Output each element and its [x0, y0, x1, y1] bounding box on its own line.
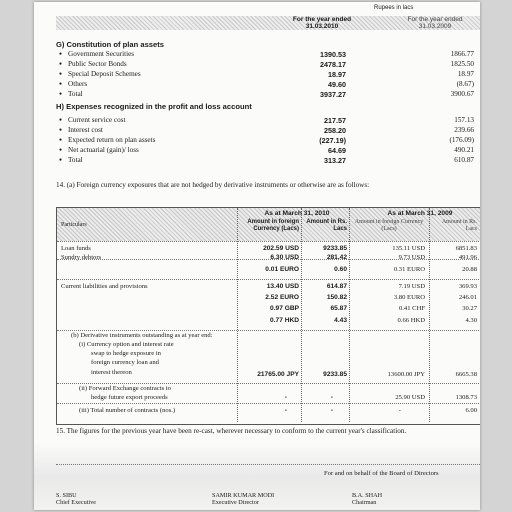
column-header-2010: For the year ended 31.03.2010 — [292, 16, 352, 30]
subheader-fc-2010: Amount in foreign Currency (Lacs) — [247, 219, 299, 232]
derivative-i-line: (i) Currency option and interest rate — [79, 341, 174, 348]
derivative-i-line: interest thereon — [91, 369, 132, 376]
rs-2010: - — [330, 407, 333, 414]
value-2009: 3900.67 — [450, 90, 474, 98]
fc-2009: 25.90 USD — [395, 394, 425, 401]
value-2009: 18.97 — [457, 70, 474, 78]
value-2009: (176.09) — [449, 136, 474, 144]
row-divider — [57, 279, 480, 280]
signatory-name: S. SIBU — [56, 492, 77, 499]
particulars-header: Particulars — [61, 222, 87, 228]
value-2010: 64.69 — [328, 146, 346, 155]
row-label: ● Total — [68, 90, 83, 99]
derivative-iii-label: (iii) Total number of contracts (nos.) — [79, 407, 176, 414]
row-divider — [57, 241, 480, 242]
table-row — [56, 80, 480, 89]
rs-2009: 369.93 — [458, 283, 477, 290]
table-row — [56, 156, 480, 165]
row-label: ● Expected return on plan assets — [68, 136, 155, 145]
value-2010: 313.27 — [324, 156, 346, 165]
note-14-text: 14. (a) Foreign currency exposures that are not hedged by derivative instruments or otherwise are as follows: — [56, 181, 370, 189]
derivative-ii-line: (ii) Forward Exchange contracts to — [79, 385, 171, 392]
fc-2009: 9.73 USD — [398, 254, 425, 261]
fc-2010: 0.77 HKD — [270, 317, 299, 324]
fc-2009: 7.19 USD — [398, 283, 425, 290]
table-row — [56, 50, 480, 59]
derivative-i-line: swap to hedge exposure in — [91, 350, 161, 357]
table-row — [56, 146, 480, 155]
fc-2010: 21765.00 JPY — [257, 371, 299, 378]
row-label: Loan funds — [61, 245, 91, 252]
note-15-text: 15. The figures for the previous year have been re-cast, wherever necessary to conform to the current year's classification. — [56, 427, 407, 435]
signatory-name: B.A. SHAH — [352, 492, 383, 499]
row-divider — [57, 383, 480, 384]
value-2009: 1825.50 — [450, 60, 474, 68]
value-2009: (8.67) — [456, 80, 474, 88]
rs-2009: 20.88 — [462, 266, 477, 273]
rs-2010: - — [330, 394, 333, 401]
section-g-title: G) Constitution of plan assets — [56, 40, 165, 49]
group-header-2009: As at March 31, 2009 — [387, 210, 453, 217]
fc-2010: - — [284, 394, 287, 401]
row-label: ● Public Sector Bonds — [68, 60, 127, 69]
fc-2010: 6.30 USD — [270, 254, 299, 261]
rs-2009: 6851.83 — [455, 245, 477, 252]
value-2010: 2478.17 — [320, 60, 346, 69]
row-label: ● Special Deposit Schemes — [68, 70, 141, 79]
subheader-rs-2009: Amount in Rs. Lacs — [441, 219, 477, 232]
units-label: Rupees in lacs — [374, 5, 414, 11]
fc-2010: 0.97 GBP — [270, 305, 299, 312]
row-label: Sundry debtors — [61, 254, 102, 261]
value-2009: 157.13 — [454, 116, 474, 124]
fc-2010: 13.40 USD — [266, 283, 299, 290]
row-divider — [57, 330, 480, 331]
table-row — [56, 126, 480, 135]
fc-2010: 202.59 USD — [263, 245, 299, 252]
board-line: For and on behalf of the Board of Directors — [324, 470, 439, 477]
table-row — [56, 90, 480, 99]
rs-2010: 9233.85 — [323, 371, 347, 378]
signatory-title: Executive Director — [212, 499, 259, 506]
rs-2009: 1308.73 — [455, 394, 477, 401]
derivatives-heading: (b) Derivative instruments outstanding as at year end: — [71, 332, 213, 339]
value-2010: 258.20 — [324, 126, 346, 135]
group-header-2010: As at March 31, 2010 — [264, 210, 330, 217]
table-row — [56, 60, 480, 69]
row-label: ● Government Securities — [68, 50, 134, 59]
table-row — [56, 116, 480, 125]
value-2010: (227.19) — [319, 136, 346, 145]
signature-rule — [56, 464, 480, 465]
fc-2009: 3.80 EURO — [393, 294, 425, 301]
fc-2009: 0.41 CHF — [398, 305, 425, 312]
signatory-title: Chairman — [352, 499, 377, 506]
table-row — [56, 136, 480, 145]
fc-2010: 2.52 EURO — [265, 294, 299, 301]
value-2010: 18.97 — [328, 70, 346, 79]
rs-2009: 4.30 — [465, 317, 477, 324]
row-label: ● Current service cost — [68, 116, 125, 125]
column-header-2009: For the year ended 31.03.2009 — [407, 16, 463, 30]
value-2009: 490.21 — [454, 146, 474, 154]
derivative-ii-line: hedge future export proceeds — [91, 394, 168, 401]
rs-2010: 9233.85 — [323, 245, 347, 252]
signatory-name: SAMIR KUMAR MODI — [212, 492, 275, 499]
fc-2010: - — [284, 407, 287, 414]
document-page — [34, 2, 480, 510]
fc-2009: 13600.00 JPY — [387, 371, 425, 378]
value-2010: 1390.53 — [320, 50, 346, 59]
subheader-rs-2010: Amount in Rs. Lacs — [306, 219, 347, 232]
row-divider — [57, 403, 480, 404]
value-2009: 1866.77 — [450, 50, 474, 58]
fc-2009: 135.11 USD — [392, 245, 425, 252]
rs-2010: 65.87 — [330, 305, 347, 312]
rs-2009: 246.01 — [458, 294, 477, 301]
signatory-2 — [212, 492, 274, 506]
signatory-3 — [352, 492, 382, 506]
fc-2009: 0.31 EURO — [393, 266, 425, 273]
derivative-i-line: foreign currency loan and — [91, 359, 159, 366]
rs-2010: 150.82 — [326, 294, 347, 301]
row-label: ● Others — [68, 80, 87, 89]
fc-2009: - — [398, 407, 401, 414]
row-label: ● Interest cost — [68, 126, 103, 135]
rs-2010: 0.60 — [334, 266, 347, 273]
rs-2009: 6665.38 — [455, 371, 477, 378]
rs-2010: 281.42 — [326, 254, 347, 261]
row-label: Current liabilities and provisions — [61, 283, 148, 290]
value-2009: 239.66 — [454, 126, 474, 134]
value-2010: 49.60 — [328, 80, 346, 89]
signatory-1 — [56, 492, 96, 506]
rs-2009: 491.96 — [458, 254, 477, 261]
row-label: ● Net actuarial (gain)/ loss — [68, 146, 139, 155]
fc-2009: 0.66 HKD — [397, 317, 425, 324]
section-h-title: H) Expenses recognized in the profit and loss account — [56, 102, 252, 111]
value-2010: 217.57 — [324, 116, 346, 125]
signatory-title: Chief Executive — [56, 499, 97, 506]
subheader-fc-2009: Amount in foreign Currency (Lacs) — [354, 219, 424, 232]
row-label: ● Total — [68, 156, 83, 165]
rs-2010: 614.87 — [326, 283, 347, 290]
rs-2010: 4.43 — [334, 317, 347, 324]
fc-2010: 0.01 EURO — [265, 266, 299, 273]
rs-2009: 30.27 — [462, 305, 477, 312]
value-2010: 3937.27 — [320, 90, 346, 99]
value-2009: 610.87 — [454, 156, 474, 164]
table-row — [56, 70, 480, 79]
rs-2009: 6.00 — [465, 407, 477, 414]
currency-exposure-table — [56, 207, 480, 425]
